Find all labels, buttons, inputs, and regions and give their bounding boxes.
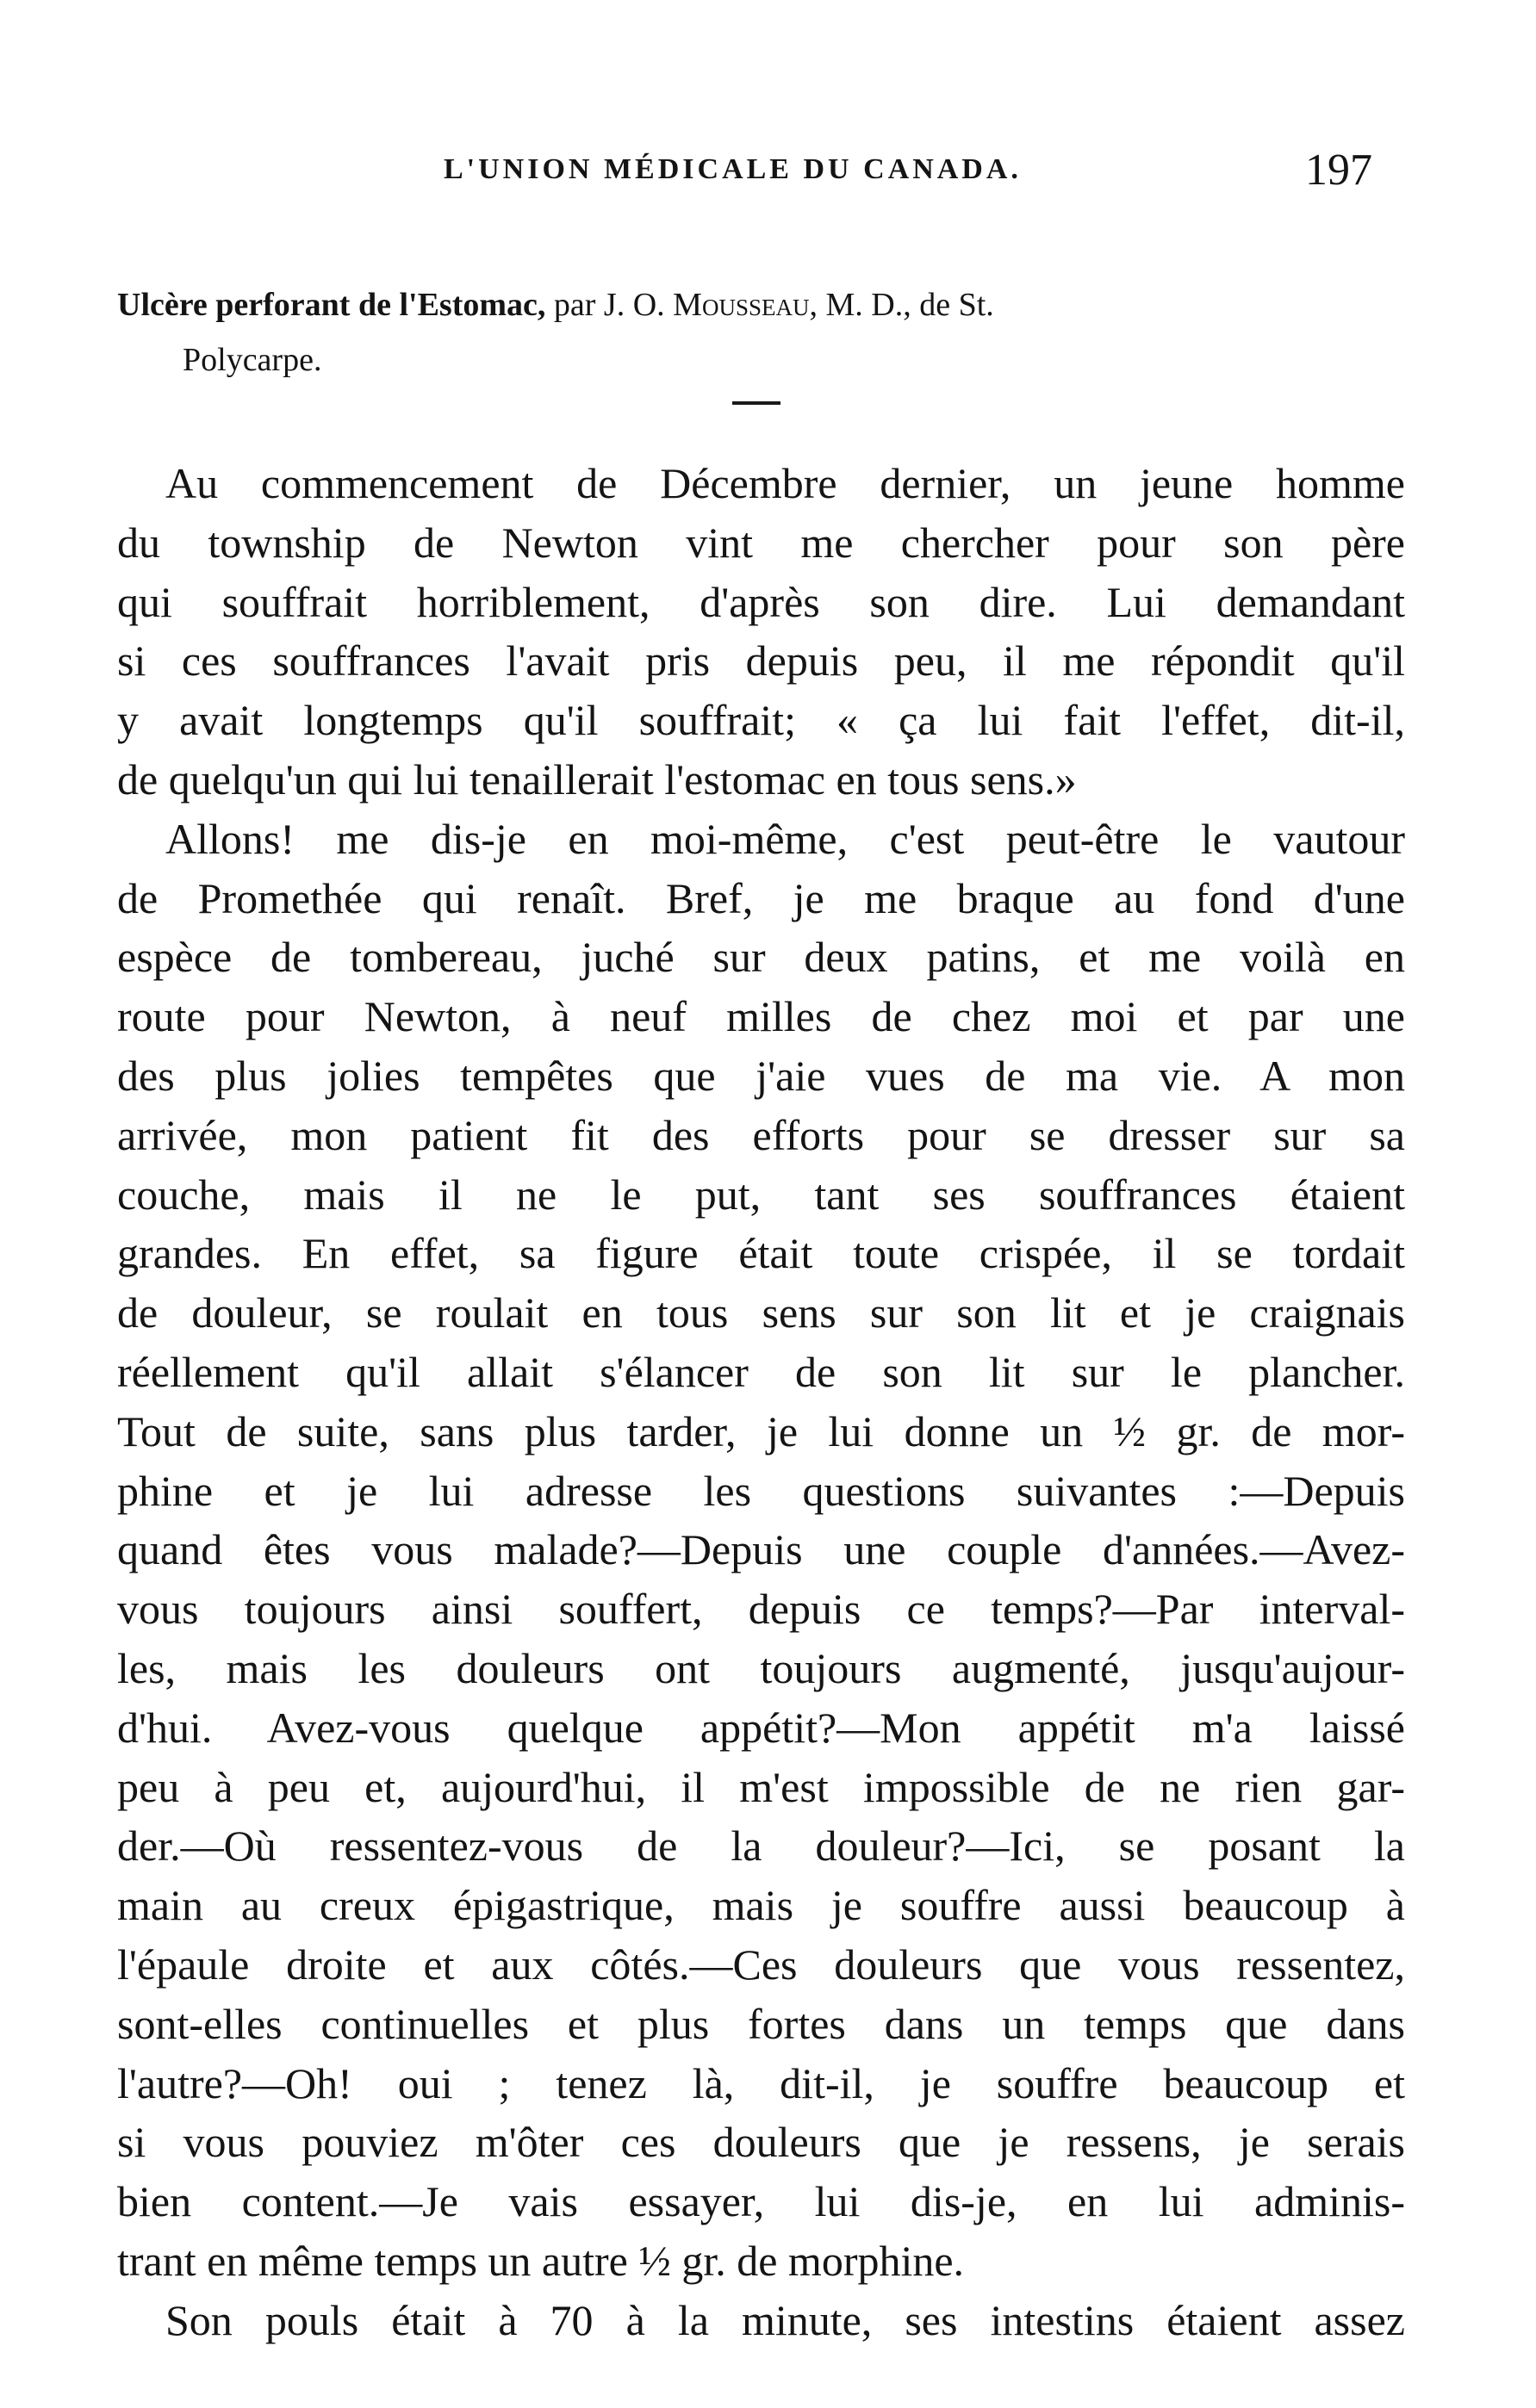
text-line: de douleur, se roulait en tous sens sur son lit et je craignais [117,1288,1405,1337]
text-line: réellement qu'il allait s'élancer de son lit sur le plancher. [117,1347,1405,1396]
article-title-main: Ulcère perforant de l'Estomac, [117,287,546,323]
text-line: Allons! me dis-je en moi-même, c'est peut-être le vautour [165,814,1405,863]
text-line: route pour Newton, à neuf milles de chez moi et par une [117,992,1405,1041]
text-line: trant en même temps un autre ½ gr. de morphine. [117,2236,965,2285]
text-line: espèce de tombereau, juché sur deux patins, et me voilà en [117,933,1405,982]
text-line: sont-elles continuelles et plus fortes dans un temps que dans [117,1999,1405,2048]
text-line: l'autre?—Oh! oui ; tenez là, dit-il, je souffre beaucoup et [117,2058,1405,2107]
text-line: d'hui. Avez-vous quelque appétit?—Mon appétit m'a laissé [117,1703,1405,1752]
text-line: de Promethée qui renaît. Bref, je me braque au fond d'une [117,873,1405,922]
article-body [117,454,1405,2350]
text-line: des plus jolies tempêtes que j'aie vues de ma vie. A mon [117,1051,1405,1100]
text-line: Au commencement de Décembre dernier, un jeune homme [165,459,1405,507]
text-line: couche, mais il ne le put, tant ses souffrances étaient [117,1170,1405,1219]
text-line: y avait longtemps qu'il souffrait; « ça lui fait l'effet, dit-il, [117,696,1405,745]
text-line: peu à peu et, aujourd'hui, il m'est impossible de ne rien gar- [117,1762,1405,1811]
running-title: L'UNION MÉDICALE DU CANADA. [444,153,1022,185]
text-line: vous toujours ainsi souffert, depuis ce temps?—Par interval- [117,1585,1405,1634]
article-title-by: par J. O. [545,287,674,323]
text-line: l'épaule droite et aux côtés.—Ces douleurs que vous ressentez, [117,1939,1405,1989]
article-title-place: de St. [911,287,994,323]
article-author: Mousseau, M. D., [673,287,911,323]
running-header [0,146,1536,205]
article-title-line-1 [117,277,1401,332]
text-line: si vous pouviez m'ôter ces douleurs que je ressens, je serais [117,2118,1405,2167]
title-separator-rule [732,401,780,405]
text-line: phine et je lui adresse les questions suivantes :—Depuis [117,1466,1405,1515]
article-title [117,277,1401,388]
text-line: quand êtes vous malade?—Depuis une couple d'années.—Avez- [117,1525,1405,1574]
text-line: Son pouls était à 70 à la minute, ses intestins étaient assez [165,2295,1405,2344]
text-line: si ces souffrances l'avait pris depuis peu, il me répondit qu'il [117,636,1405,686]
text-line: main au creux épigastrique, mais je souffre aussi beaucoup à [117,1881,1405,1930]
article-title-line-2: Polycarpe. [183,342,322,378]
text-line: grandes. En effet, sa figure était toute crispée, il se tordait [117,1229,1405,1278]
text-line: arrivée, mon patient fit des efforts pour se dresser sur sa [117,1110,1405,1159]
text-line: de quelqu'un qui lui tenaillerait l'estomac en tous sens.» [117,754,1077,804]
text-line: qui souffrait horriblement, d'après son dire. Lui demandant [117,577,1405,626]
text-line: Tout de suite, sans plus tarder, je lui donne un ½ gr. de mor- [117,1406,1405,1455]
text-line: der.—Où ressentez-vous de la douleur?—Ici, se posant la [117,1822,1405,1871]
page-number: 197 [1305,146,1372,195]
text-line: les, mais les douleurs ont toujours augmenté, jusqu'aujour- [117,1643,1405,1692]
text-line: bien content.—Je vais essayer, lui dis-je, en lui adminis- [117,2177,1405,2226]
text-line: du township de Newton vint me chercher pour son père [117,518,1405,567]
